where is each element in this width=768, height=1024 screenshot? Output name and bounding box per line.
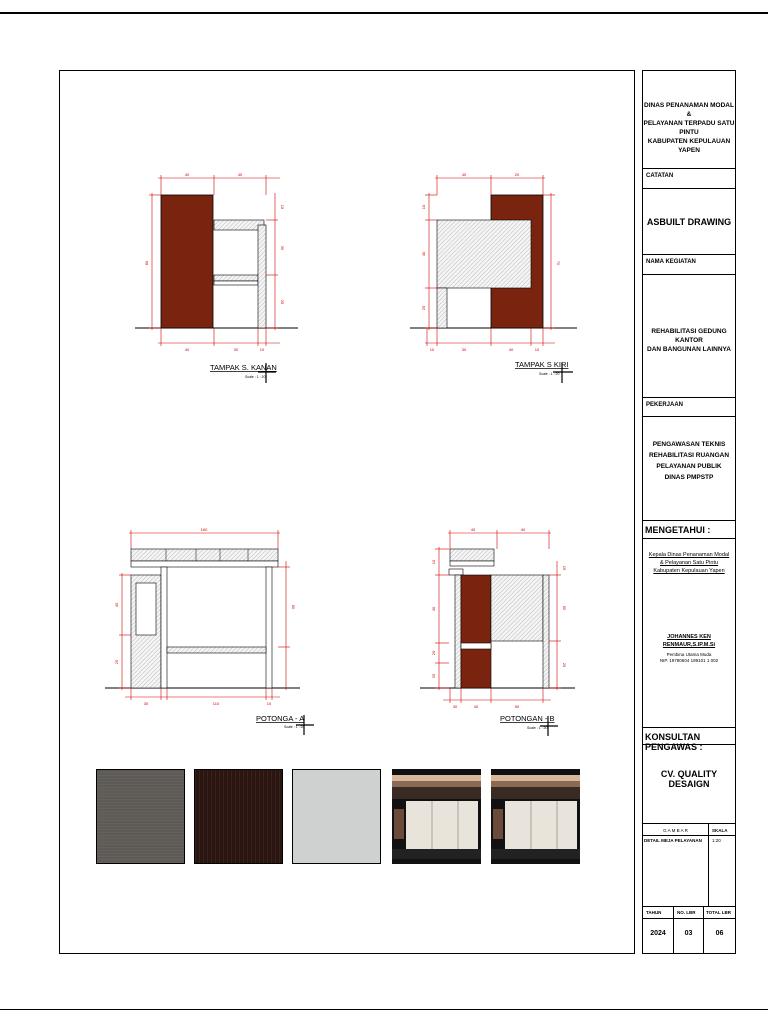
shelf bbox=[214, 275, 258, 281]
render-counter-1 bbox=[392, 769, 481, 864]
tahun-label: TAHUN bbox=[643, 907, 673, 919]
pekerjaan-line-3: PELAYANAN PUBLIK bbox=[656, 463, 722, 470]
dim-left-2: 25 bbox=[114, 659, 119, 665]
dim-bottom-1: 30 bbox=[452, 704, 458, 709]
tahun-col bbox=[643, 907, 674, 953]
top-rule bbox=[0, 12, 768, 14]
dim-bottom-1: 10 bbox=[429, 347, 435, 352]
dim-left-3: 20 bbox=[431, 650, 436, 656]
view-scale: Scale : 1 : 20 bbox=[245, 375, 266, 379]
agency-line-2: PELAYANAN TERPADU SATU PINTU bbox=[643, 120, 735, 136]
pekerjaan-line-4: DINAS PMPSTP bbox=[664, 474, 714, 481]
swatch-grey-material bbox=[96, 769, 185, 864]
dim-bottom-2: 30 bbox=[233, 347, 239, 352]
skala-col bbox=[709, 824, 735, 907]
no-lbr-col bbox=[674, 907, 704, 953]
kegiatan-section bbox=[643, 275, 735, 398]
no-lbr-label: NO. LBR bbox=[674, 907, 703, 919]
konsultan-name: CV. QUALITY DESAIGN bbox=[660, 769, 718, 789]
render-counter-2 bbox=[491, 769, 580, 864]
dim-right-3: 25 bbox=[280, 299, 285, 305]
dim-bottom-3: 50 bbox=[514, 704, 520, 709]
signatory-rank: Pembina Utama Muda bbox=[666, 652, 712, 657]
view-caption: POTONGAN - B bbox=[500, 714, 555, 723]
dim-top-1: 40 bbox=[461, 172, 467, 177]
total-lbr-col bbox=[704, 907, 735, 953]
view-caption: POTONGA - A bbox=[256, 714, 305, 723]
dim-bottom-2: 40 bbox=[473, 704, 479, 709]
signatory-name: JOHANNES KEN RENMAUR,S.IP.M.Si bbox=[662, 634, 716, 648]
dim-bottom-1: 30 bbox=[143, 701, 149, 706]
kegiatan-line-2: DAN BANGUNAN LAINNYA bbox=[647, 346, 731, 353]
gambar-value: DETAIL MEJA PELAYANAN bbox=[644, 838, 702, 843]
gambar-label: G A M B A R bbox=[643, 824, 708, 836]
view-scale: Scale : 1 : 20 bbox=[539, 372, 560, 376]
dim-left-1: 10 bbox=[421, 204, 426, 210]
total-lbr-label: TOTAL LBR bbox=[704, 907, 735, 919]
gambar-col bbox=[643, 824, 709, 907]
pekerjaan-line-1: PENGAWASAN TEKNIS bbox=[652, 441, 726, 448]
dim-right-1: 15 bbox=[562, 565, 567, 571]
view-tampak-s-kanan bbox=[130, 165, 310, 390]
dim-left-2: 40 bbox=[431, 606, 436, 612]
dim-left-4: 25 bbox=[431, 673, 436, 679]
dim-bottom-2: 30 bbox=[461, 347, 467, 352]
signatory-nip: NIP. 19780604 199101 1 002 bbox=[659, 658, 719, 663]
swatch-dark-wood bbox=[194, 769, 283, 864]
skala-value: 1:20 bbox=[712, 838, 721, 843]
dim-top-2: 40 bbox=[520, 527, 526, 532]
bottom-rule bbox=[0, 1009, 768, 1010]
dim-left-1: 10 bbox=[431, 559, 436, 565]
pekerjaan-section bbox=[643, 417, 735, 521]
catatan-label: CATATAN bbox=[643, 169, 735, 189]
pekerjaan-label: PEKERJAAN bbox=[643, 398, 735, 417]
dim-top-2: 40 bbox=[237, 172, 243, 177]
agency-section bbox=[643, 71, 735, 169]
dim-right-3: 25 bbox=[562, 662, 567, 668]
dim-top-1: 40 bbox=[470, 527, 476, 532]
dim-bottom-1: 40 bbox=[184, 347, 190, 352]
agency-line-3: KABUPATEN KEPULAUAN YAPEN bbox=[647, 138, 731, 154]
shelf-edge bbox=[214, 281, 258, 285]
swatch-light-material bbox=[292, 769, 381, 864]
wood-panel bbox=[161, 195, 213, 328]
konsultan-label: KONSULTAN PENGAWAS : bbox=[643, 728, 735, 745]
mengetahui-label: MENGETAHUI : bbox=[643, 521, 735, 539]
view-caption: TAMPAK S. KANAN bbox=[210, 363, 277, 372]
side-leg bbox=[258, 225, 266, 328]
top-rail bbox=[214, 220, 264, 230]
pekerjaan-line-2: REHABILITASI RUANGAN bbox=[648, 452, 730, 459]
view-potonga-a bbox=[100, 525, 320, 745]
dim-top-1: 160 bbox=[200, 527, 208, 532]
dim-top-2: 20 bbox=[514, 172, 520, 177]
mengetahui-line-3: Kabupaten Kepulauan Yapen bbox=[653, 568, 725, 574]
view-scale: Scale : 1 : 20 bbox=[284, 725, 305, 729]
kegiatan-line-1: REHABILITASI GEDUNG KANTOR bbox=[651, 328, 727, 344]
dim-right-2: 50 bbox=[562, 605, 567, 611]
mengetahui-line-2: & Pelayanan Satu Pintu bbox=[659, 560, 719, 566]
view-caption: TAMPAK S KIRI bbox=[515, 360, 569, 369]
dim-right-1: 70 bbox=[556, 260, 561, 266]
dim-left-3: 25 bbox=[421, 305, 426, 311]
dim-bottom-2: 110 bbox=[212, 701, 220, 706]
view-tampak-s-kiri bbox=[405, 165, 585, 390]
dim-right-1: 50 bbox=[291, 604, 296, 610]
view-potongan-b bbox=[415, 525, 590, 745]
agency-line-1: DINAS PENANAMAN MODAL & bbox=[644, 102, 734, 118]
dim-top-1: 40 bbox=[184, 172, 190, 177]
sheet-info bbox=[643, 907, 735, 953]
mengetahui-text bbox=[643, 551, 735, 575]
mengetahui-section bbox=[643, 521, 735, 728]
drawing-type: ASBUILT DRAWING bbox=[643, 189, 735, 255]
dim-right-2: 30 bbox=[280, 245, 285, 251]
dim-right-1: 15 bbox=[280, 204, 285, 210]
dim-bottom-4: 10 bbox=[534, 347, 540, 352]
dim-bottom-3: 10 bbox=[259, 347, 265, 352]
view-scale: Scale : 1 : 20 bbox=[527, 726, 548, 730]
nama-kegiatan-label: NAMA KEGIATAN bbox=[643, 255, 735, 275]
no-lbr-value: 03 bbox=[684, 930, 693, 937]
dim-left-1: 80 bbox=[144, 260, 149, 266]
dim-bottom-3: 10 bbox=[266, 701, 272, 706]
tahun-value: 2024 bbox=[650, 930, 666, 937]
mengetahui-line-1: Kepala Dinas Penanaman Modal bbox=[648, 552, 730, 558]
dim-left-2: 40 bbox=[421, 251, 426, 257]
total-lbr-value: 06 bbox=[715, 930, 724, 937]
skala-label: SKALA bbox=[709, 824, 735, 836]
konsultan-section bbox=[643, 728, 735, 824]
title-block bbox=[642, 70, 736, 954]
gambar-section bbox=[643, 824, 735, 907]
dim-bottom-3: 40 bbox=[508, 347, 514, 352]
dim-left-1: 40 bbox=[114, 602, 119, 608]
